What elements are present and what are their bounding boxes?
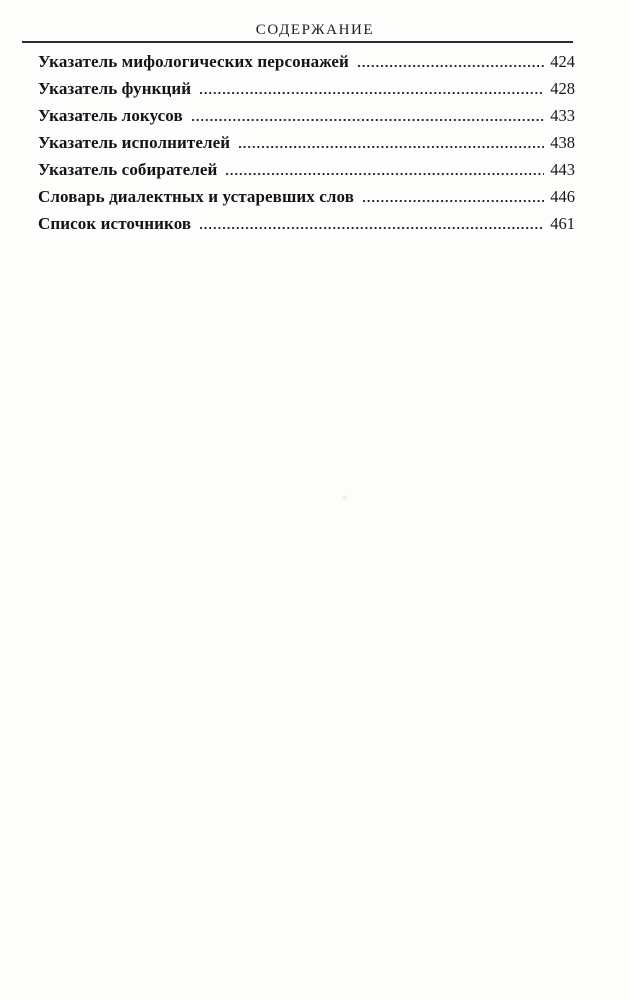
- toc-entry: [38, 160, 575, 187]
- dot-leader: [239, 146, 544, 148]
- toc-entry-label: Указатель функций: [38, 79, 192, 98]
- toc-entry-page: 443: [550, 160, 575, 179]
- toc-entry: [38, 187, 575, 214]
- dot-leader: [200, 227, 544, 229]
- header-rule: [22, 41, 573, 43]
- toc-entry-label: Указатель собирателей: [38, 160, 218, 179]
- toc-entry: [38, 79, 575, 106]
- toc-entry-page: 461: [550, 214, 575, 233]
- toc-entry-page: 438: [550, 133, 575, 152]
- toc-entry-label: Указатель мифологических персонажей: [38, 52, 349, 71]
- toc-entry-label: Указатель исполнителей: [38, 133, 231, 152]
- toc-entry: [38, 133, 575, 160]
- dot-leader: [358, 65, 544, 67]
- toc-list: [38, 52, 575, 241]
- page-title: СОДЕРЖАНИЕ: [255, 22, 375, 38]
- toc-entry-label: Указатель локусов: [38, 106, 183, 125]
- toc-entry-page: 433: [550, 106, 575, 125]
- toc-entry: [38, 52, 575, 79]
- toc-entry: [38, 214, 575, 241]
- toc-entry-label: Список источников: [38, 214, 192, 233]
- toc-entry-label: Словарь диалектных и устаревших слов: [38, 187, 354, 206]
- dot-leader: [192, 119, 544, 121]
- toc-entry-page: 424: [550, 52, 575, 71]
- toc-entry-page: 428: [550, 79, 575, 98]
- dot-leader: [363, 200, 544, 202]
- toc-entry-page: 446: [550, 187, 575, 206]
- dot-leader: [226, 173, 544, 175]
- toc-entry: [38, 106, 575, 133]
- dot-leader: [200, 92, 544, 94]
- scan-speck-artifact: [341, 494, 348, 501]
